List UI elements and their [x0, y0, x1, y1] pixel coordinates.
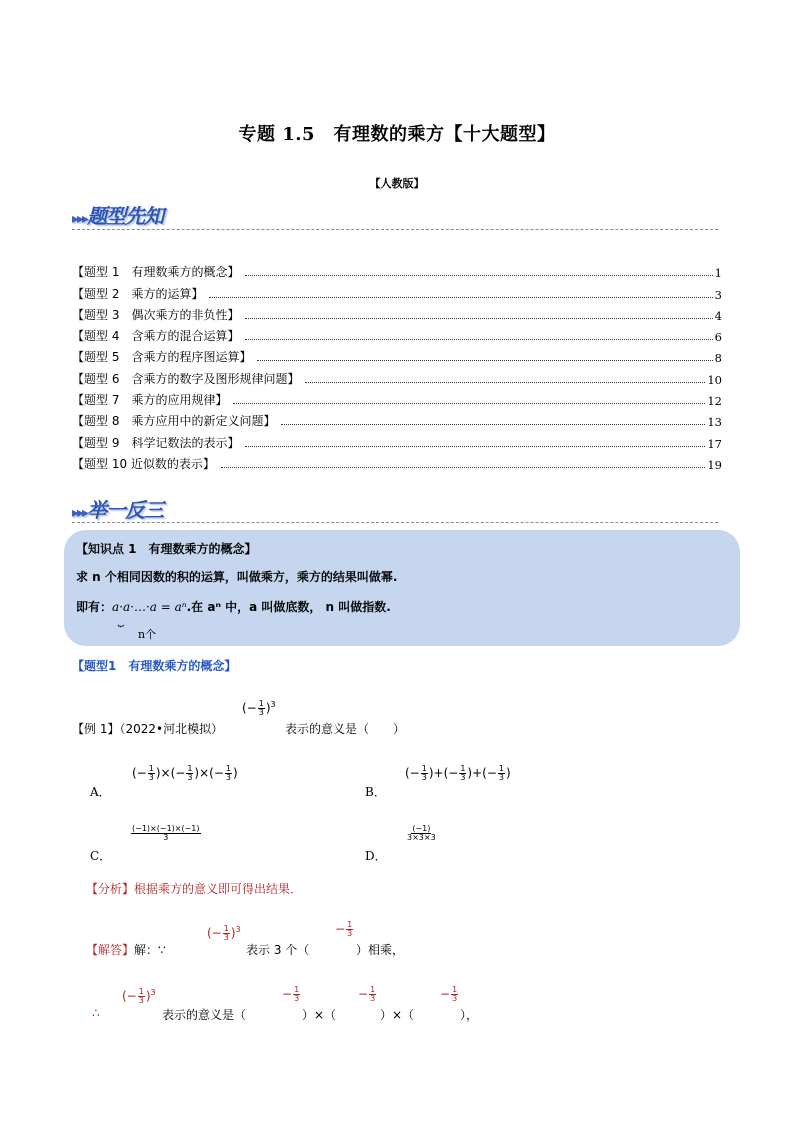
- toc-item-page: 4: [714, 308, 722, 323]
- practice-banner: [72, 494, 163, 523]
- example-source: （2022•河北模拟）: [119, 722, 224, 736]
- answer-expr-3: (− $\frac{1}{3}$ )$^3$: [122, 987, 156, 1005]
- answer-since: 解：∵: [134, 943, 166, 957]
- toc-item-label: 【题型 8 乘方应用中的新定义问题】: [72, 414, 276, 429]
- toc-leader: [233, 403, 705, 404]
- answer-expr-6: − $\frac{1}{3}$: [440, 985, 458, 1003]
- formula-suffix: .在 aⁿ 中，a 叫做底数， n 叫做指数.: [186, 600, 391, 614]
- toc-item[interactable]: [72, 365, 722, 386]
- example-row: [72, 720, 223, 737]
- toc-item-page: 13: [707, 415, 722, 430]
- answer-line-2d: ）×（: [380, 1008, 415, 1022]
- toc-leader: [257, 360, 712, 361]
- overview-banner: [72, 200, 163, 229]
- triple-arrow-icon: ▸▸▸: [72, 505, 88, 521]
- toc-item[interactable]: [72, 323, 722, 344]
- analysis-label: 【分析】: [86, 882, 135, 896]
- answer-expr-1: (− $\frac{1}{3}$ )$^3$: [207, 924, 241, 942]
- option-c-expr: $\frac{(-1)\times(-1)\times(-1)}{3}$: [132, 824, 200, 842]
- example-label: 【例 1】: [72, 722, 120, 736]
- answer-expr-4: − $\frac{1}{3}$: [282, 985, 300, 1003]
- toc-item-label: 【题型 6 含乘方的数字及图形规律问题】: [72, 371, 300, 386]
- toc-item-label: 【题型 5 含乘方的程序图运算】: [72, 350, 252, 365]
- toc-leader: [209, 297, 712, 298]
- divider: [72, 522, 718, 523]
- formula: [112, 600, 187, 641]
- toc-item[interactable]: [72, 302, 722, 323]
- option-b-letter[interactable]: B．: [365, 785, 386, 799]
- answer-line-1c: ）相乘，: [356, 943, 405, 957]
- page-title: 专题 1.5 有理数的乘方【十大题型】: [238, 124, 556, 145]
- answer-expr-2: − $\frac{1}{3}$: [335, 920, 353, 938]
- option-b-expr: (− $\frac{1}{3}$ )+(− $\frac{1}{3}$ )+(− $\frac{1}{3}$ ): [405, 764, 511, 782]
- toc-item-page: 12: [707, 394, 722, 409]
- practice-banner-text: 举一反三: [87, 498, 164, 522]
- toc-item-page: 3: [714, 287, 722, 302]
- toc-item-page: 6: [714, 330, 722, 345]
- toc-item-page: 10: [707, 372, 722, 387]
- toc-item[interactable]: [72, 259, 722, 280]
- option-d-expr: $\frac{(-1)}{3\times 3\times 3}$: [407, 824, 436, 842]
- answer-line-1b: 表示 3 个（: [246, 943, 310, 957]
- analysis-line: [86, 880, 302, 897]
- toc-leader: [245, 446, 705, 447]
- formula-brace: ⏟: [118, 614, 126, 627]
- table-of-contents: [72, 259, 722, 472]
- answer-label: 【解答】: [86, 943, 135, 957]
- answer-line-1: [86, 941, 166, 958]
- answer-line-2c: ）×（: [302, 1008, 337, 1022]
- edition-label: 【人教版】: [369, 177, 425, 190]
- toc-item-label: 【题型 10 近似数的表示】: [72, 456, 215, 471]
- section-title: 【题型1 有理数乘方的概念】: [72, 659, 237, 673]
- toc-item[interactable]: [72, 451, 722, 472]
- triple-arrow-icon: ▸▸▸: [72, 211, 88, 227]
- option-d-letter[interactable]: D．: [365, 849, 387, 863]
- knowledge-definition: 求 n 个相同因数的积的运算，叫做乘方，乘方的结果叫做幂.: [76, 570, 398, 584]
- toc-leader: [221, 467, 705, 468]
- formula-text: a·a·…·a = aⁿ: [112, 600, 187, 614]
- toc-item-page: 17: [707, 436, 722, 451]
- knowledge-title: 【知识点 1 有理数乘方的概念】: [76, 542, 257, 556]
- toc-leader: [305, 382, 705, 383]
- answer-therefore: ∴: [92, 1006, 100, 1020]
- knowledge-formula-line: [76, 598, 391, 641]
- toc-item-label: 【题型 7 乘方的应用规律】: [72, 393, 228, 408]
- toc-item-label: 【题型 1 有理数乘方的概念】: [72, 265, 240, 280]
- answer-line-2e: ），: [460, 1008, 479, 1022]
- toc-item-label: 【题型 4 含乘方的混合运算】: [72, 329, 240, 344]
- formula-prefix: 即有：: [76, 600, 113, 614]
- divider: [72, 229, 718, 230]
- formula-under-label: n个: [138, 628, 157, 641]
- toc-item[interactable]: [72, 280, 722, 301]
- toc-item[interactable]: [72, 387, 722, 408]
- option-c-letter[interactable]: C．: [90, 849, 112, 863]
- answer-line-2b: 表示的意义是（: [162, 1008, 247, 1022]
- toc-leader: [281, 424, 705, 425]
- toc-leader: [245, 339, 712, 340]
- toc-item[interactable]: [72, 344, 722, 365]
- toc-item-page: 1: [714, 266, 722, 281]
- option-a-expr: (− $\frac{1}{3}$ )×(− $\frac{1}{3}$ )×(− $\frac{1}{3}$ ): [132, 764, 238, 782]
- toc-leader: [245, 318, 712, 319]
- toc-item[interactable]: [72, 429, 722, 450]
- analysis-text: 根据乘方的意义即可得出结果．: [134, 882, 303, 896]
- toc-item-label: 【题型 2 乘方的运算】: [72, 286, 204, 301]
- toc-item-page: 8: [714, 351, 722, 366]
- toc-item[interactable]: [72, 408, 722, 429]
- toc-item-page: 19: [707, 457, 722, 472]
- toc-item-label: 【题型 3 偶次乘方的非负性】: [72, 307, 240, 322]
- example-expression: (− $\frac{1}{3}$ )$^3$: [242, 699, 276, 717]
- toc-item-label: 【题型 9 科学记数法的表示】: [72, 435, 240, 450]
- toc-leader: [245, 275, 712, 276]
- answer-expr-5: − $\frac{1}{3}$: [358, 985, 376, 1003]
- overview-banner-text: 题型先知: [87, 204, 164, 228]
- option-a-letter[interactable]: A．: [90, 785, 111, 799]
- example-question: 表示的意义是（ ）: [285, 722, 406, 736]
